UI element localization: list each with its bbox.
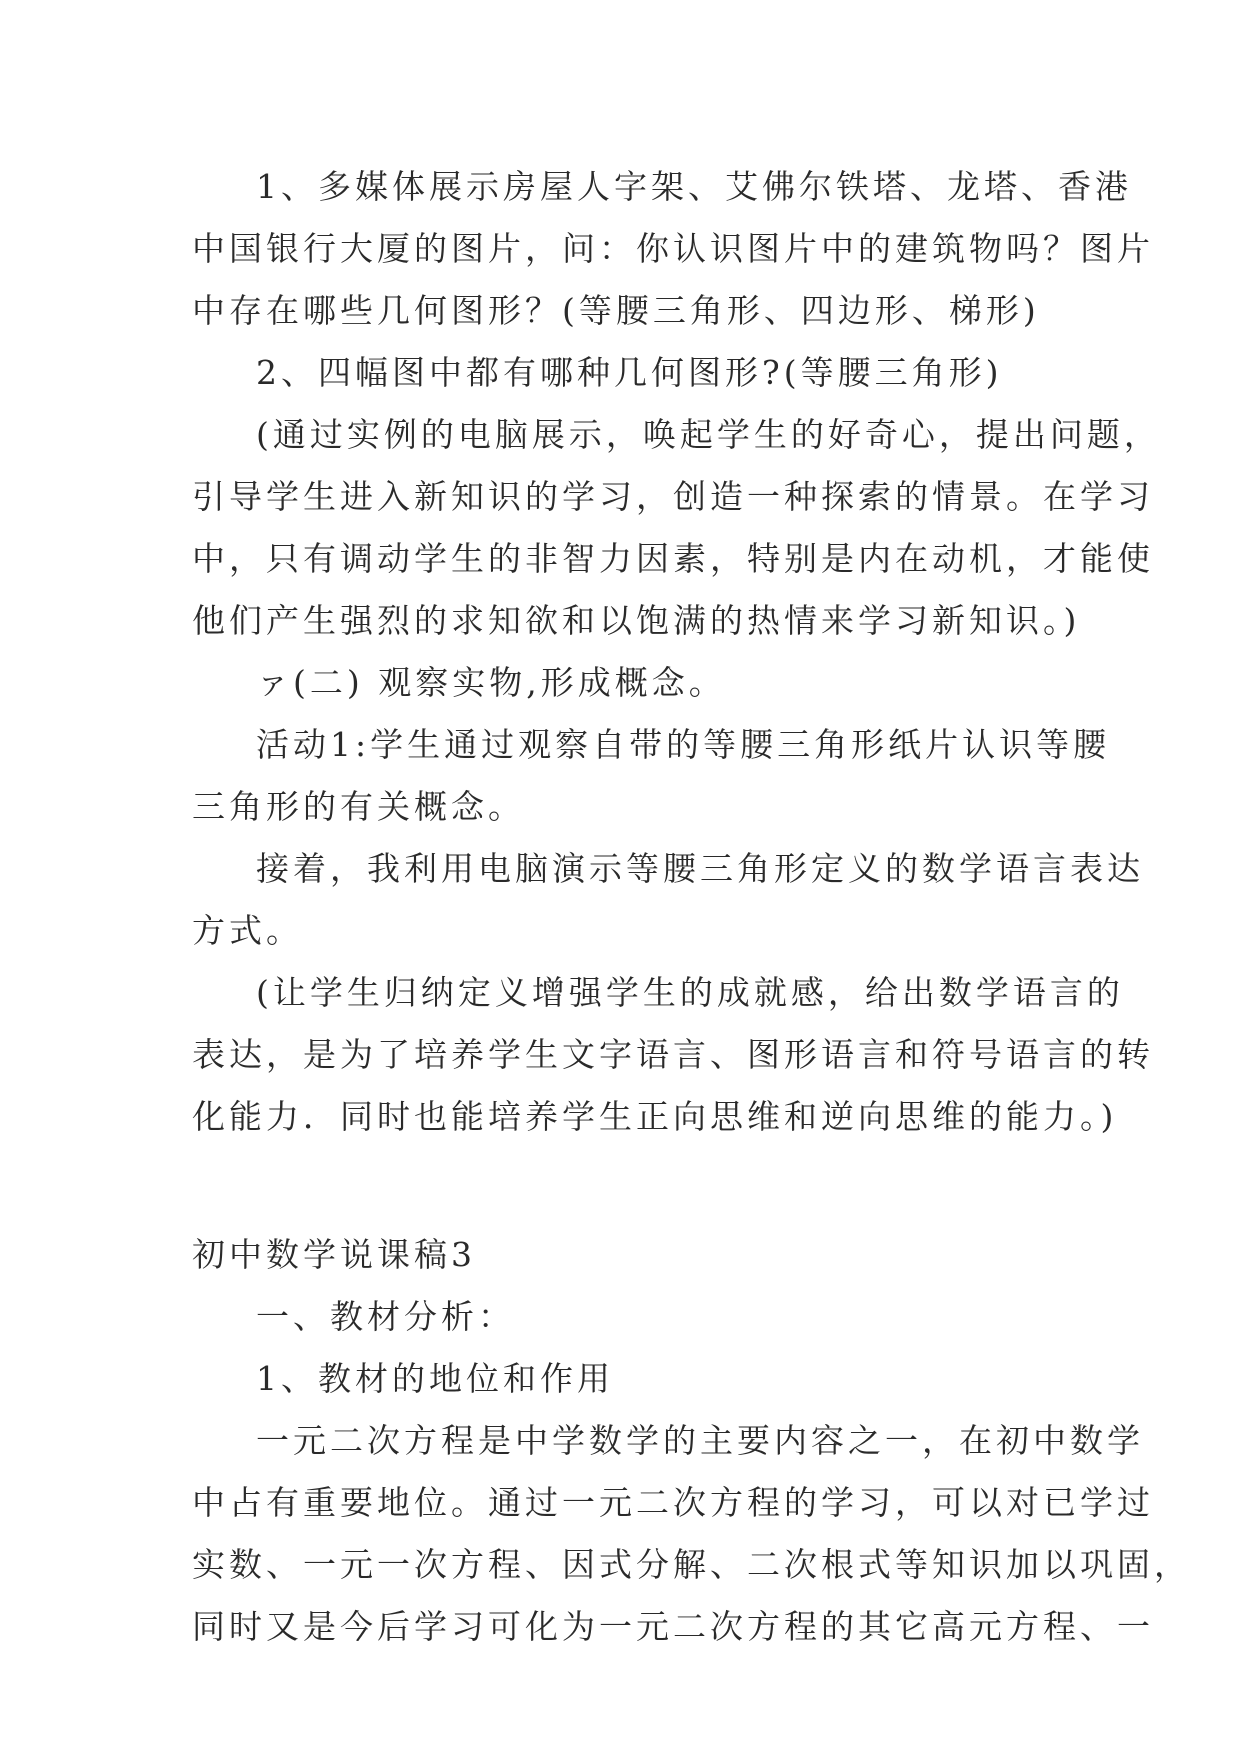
paragraph-line: 方式。 [192,911,303,950]
paragraph-line: 三角形的有关概念。 [192,787,525,826]
paragraph-line: 一、教材分析： [256,1297,515,1336]
paragraph-line: 引导学生进入新知识的学习，创造一种探索的情景。在学习 [192,477,1154,516]
paragraph-line: 中国银行大厦的图片，问：你认识图片中的建筑物吗？图片 [192,229,1154,268]
paragraph-line: 1、教材的地位和作用 [256,1359,614,1398]
paragraph-line: 一元二次方程是中学数学的主要内容之一，在初中数学 [256,1421,1144,1460]
paragraph-line: 表达，是为了培养学生文字语言、图形语言和符号语言的转 [192,1035,1154,1074]
paragraph-line: 接着，我利用电脑演示等腰三角形定义的数学语言表达 [256,849,1144,888]
paragraph-line: (通过实例的电脑展示，唤起学生的好奇心，提出问题， [256,415,1161,454]
paragraph-line: 中，只有调动学生的非智力因素，特别是内在动机，才能使 [192,539,1154,578]
paragraph-line: 化能力．同时也能培养学生正向思维和逆向思维的能力。) [192,1097,1118,1136]
section-title: 初中数学说课稿3 [192,1235,476,1274]
paragraph-line: 1、多媒体展示房屋人字架、艾佛尔铁塔、龙塔、香港 [256,167,1132,206]
document-body [192,156,1191,1658]
paragraph-line: 中占有重要地位。通过一元二次方程的学习，可以对已学过 [192,1483,1154,1522]
paragraph-line: 同时又是今后学习可化为一元二次方程的其它高元方程、一 [192,1607,1154,1646]
paragraph-line: 他们产生强烈的求知欲和以饱满的热情来学习新知识。) [192,601,1081,640]
paragraph-line: 实数、一元一次方程、因式分解、二次根式等知识加以巩固， [192,1545,1191,1584]
paragraph-line: 2、四幅图中都有哪种几何图形?(等腰三角形) [256,353,1003,392]
paragraph-line: 活动1:学生通过观察自带的等腰三角形纸片认识等腰 [256,725,1111,764]
paragraph-line: ァ(二) 观察实物,形成概念。 [256,663,726,702]
paragraph-line: 中存在哪些几何图形？(等腰三角形、四边形、梯形) [192,291,1040,330]
paragraph-line: (让学生归纳定义增强学生的成就感，给出数学语言的 [256,973,1124,1012]
